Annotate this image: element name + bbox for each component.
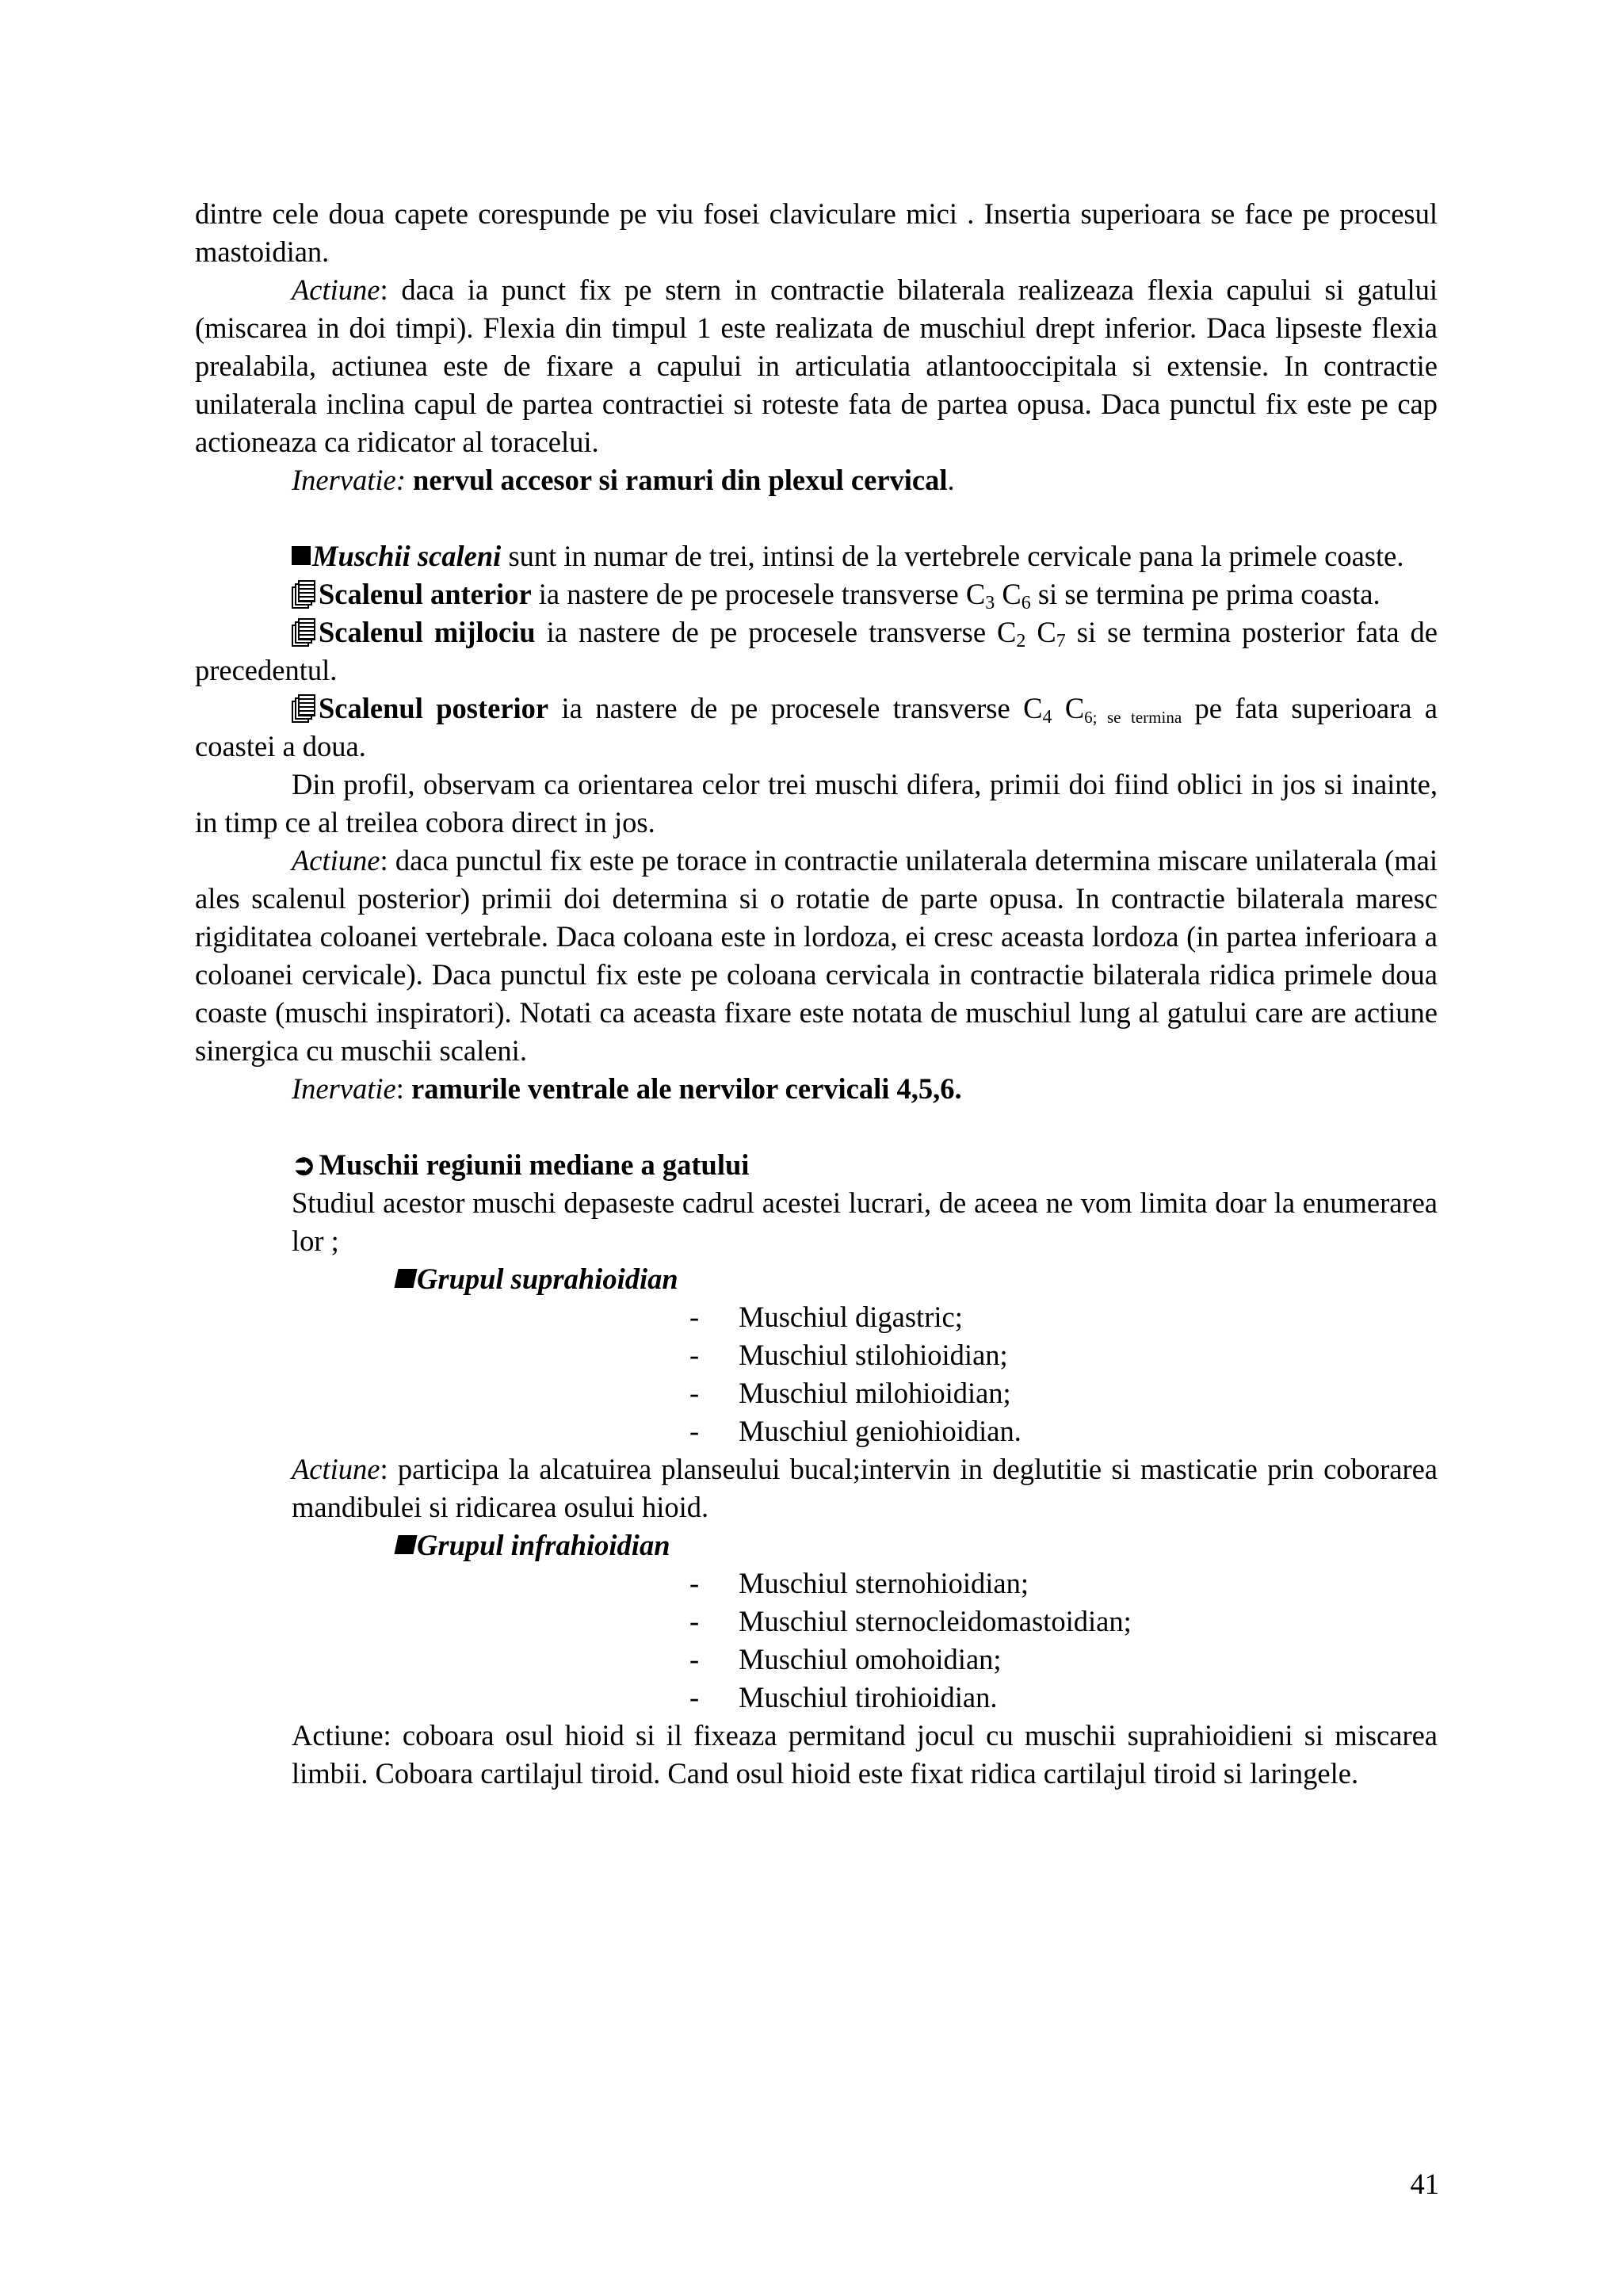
paragraph-insertion: dintre cele doua capete corespunde pe viu fosei claviculare mici . Insertia superioara se face pe procesul mastoidian. bbox=[195, 197, 1438, 268]
list-item bbox=[195, 1679, 1438, 1717]
list-suprahioidian bbox=[195, 1298, 1438, 1450]
section-heading-mediane bbox=[195, 1146, 1438, 1184]
actiune-text: : daca punctul fix este pe torace in contractie unilaterala determina miscare unilaterala (mai ales scalenul posterior) primii doi determina si o rotatie de parte opusa. In contractie bilaterala maresc rigiditatea coloanei vertebrale. Daca coloana este in lordoza, ei cresc aceasta lordoza (in partea inferioara a coloanei cervicale). Daca punctul fix este pe coloana cervicala in contractie bilaterala ridica primele doua coaste (muschi inspiratori). Notati ca aceasta fixare este notata de muschiul lung al gatului care are actiune sinergica cu muschii scaleni. bbox=[195, 844, 1438, 1067]
paragraph-actiune-scm bbox=[195, 271, 1438, 461]
paragraph-inervatie-scm bbox=[195, 461, 1438, 499]
actiune-text: : daca ia punct fix pe stern in contractie bilaterala realizeaza flexia capului si gatului (miscarea in doi timpi). Flexia din timpul 1 este realizata de muschiul drept inferior. Daca lipseste flexia prealabila, actiunea este de fixare a capului in articulatia atlantooccipitala si extensie. In contractie unilaterala inclina capul de partea contractiei si roteste fata de partea opusa. Daca punctul fix este pe cap actioneaza ca ridicator al toracelui. bbox=[195, 273, 1438, 458]
dash-bullet: - bbox=[689, 1681, 700, 1713]
scaleni-title: Muschii scaleni bbox=[312, 540, 502, 572]
posterior-text: ia nastere de pe procesele transverse C bbox=[548, 692, 1043, 724]
paragraph-scalenul-posterior bbox=[195, 690, 1438, 766]
paragraph-profil: Din profil, observam ca orientarea celor trei muschi difera, primii doi fiind oblici in jos si inainte, in timp ce al treilea cobora direct in jos. bbox=[195, 768, 1438, 839]
list-item bbox=[195, 1336, 1438, 1374]
arrow-bullet-icon: ➲ bbox=[292, 1148, 316, 1181]
page-body bbox=[195, 195, 1438, 1793]
inervatie-label: Inervatie bbox=[292, 1072, 396, 1105]
actiune-text: : participa la alcatuirea planseului bucal;intervin in deglutitie si masticatie prin coborarea mandibulei si ridicarea osului hioid. bbox=[292, 1453, 1438, 1523]
posterior-sub1: 4 bbox=[1042, 707, 1052, 728]
mijlociu-mid: C bbox=[1025, 616, 1056, 648]
spacer bbox=[195, 1108, 1438, 1146]
posterior-title: Scalenul posterior bbox=[319, 692, 549, 724]
paragraph-mediane-intro: Studiul acestor muschi depaseste cadrul acestei lucrari, de aceea ne vom limita doar la enumerarea lor ; bbox=[292, 1186, 1438, 1257]
posterior-mid: C bbox=[1052, 692, 1085, 724]
dash-bullet: - bbox=[689, 1567, 700, 1599]
dash-bullet: - bbox=[689, 1339, 700, 1371]
list-item-text: Muschiul stilohioidian; bbox=[739, 1339, 1008, 1371]
documents-stack-icon bbox=[292, 694, 315, 723]
inervatie-text: ramurile ventrale ale nervilor cervicali 4,5,6. bbox=[411, 1072, 962, 1105]
mijlociu-title: Scalenul mijlociu bbox=[319, 616, 536, 648]
inervatie-text: nervul accesor si ramuri din plexul cervical bbox=[413, 464, 948, 496]
page-number: 41 bbox=[1410, 2168, 1439, 2200]
paragraph-actiune-scaleni bbox=[195, 842, 1438, 1070]
posterior-end: pe fata superioara a coastei a doua. bbox=[195, 692, 1438, 762]
mijlociu-text: ia nastere de pe procesele transverse C bbox=[535, 616, 1017, 648]
list-item bbox=[195, 1374, 1438, 1412]
dash-bullet: - bbox=[689, 1377, 700, 1409]
list-item-text: Muschiul sternocleidomastoidian; bbox=[739, 1605, 1132, 1637]
documents-stack-icon bbox=[292, 618, 315, 647]
scaleni-text: sunt in numar de trei, intinsi de la vertebrele cervicale pana la primele coaste. bbox=[501, 540, 1404, 572]
mijlociu-sub1: 2 bbox=[1016, 631, 1026, 651]
anterior-title: Scalenul anterior bbox=[319, 578, 532, 610]
paragraph-scalenul-mijlociu bbox=[195, 613, 1438, 690]
paragraph-actiune-infrahioidian: Actiune: coboara osul hioid si il fixeaza permitand jocul cu muschii suprahioidieni si miscarea limbii. Coboara cartilajul tiroid. Cand osul hioid este fixat ridica cartilajul tiroid si laringele. bbox=[292, 1719, 1438, 1790]
black-square-bullet-icon bbox=[292, 546, 311, 565]
black-square-bullet-icon bbox=[394, 1269, 417, 1288]
list-item-text: Muschiul milohioidian; bbox=[739, 1377, 1011, 1409]
dash-bullet: - bbox=[689, 1643, 700, 1675]
actiune-label: Actiune bbox=[292, 844, 380, 877]
list-item-text: Muschiul geniohioidian. bbox=[739, 1415, 1022, 1447]
black-square-bullet-icon bbox=[394, 1535, 417, 1554]
list-item-text: Muschiul omohoidian; bbox=[739, 1643, 1002, 1675]
paragraph-inervatie-scaleni bbox=[195, 1070, 1438, 1108]
dash-bullet: - bbox=[689, 1415, 700, 1447]
paragraph-actiune-suprahioidian bbox=[195, 1450, 1438, 1526]
list-item-text: Muschiul tirohioidian. bbox=[739, 1681, 998, 1713]
list-item-text: Muschiul sternohioidian; bbox=[739, 1567, 1029, 1599]
dash-bullet: - bbox=[689, 1605, 700, 1637]
group-heading-infrahioidian bbox=[195, 1526, 1438, 1564]
inervatie-sep: : bbox=[395, 1072, 412, 1105]
anterior-end: si se termina pe prima coasta. bbox=[1030, 578, 1381, 610]
anterior-text: ia nastere de pe procesele transverse C bbox=[531, 578, 986, 610]
inervatie-end: . bbox=[947, 464, 955, 496]
actiune-label: Actiune bbox=[292, 273, 380, 306]
list-item bbox=[195, 1412, 1438, 1450]
inervatie-label: Inervatie: bbox=[292, 464, 406, 496]
list-item bbox=[195, 1564, 1438, 1603]
anterior-sub2: 6 bbox=[1021, 593, 1031, 613]
spacer bbox=[195, 499, 1438, 537]
list-item bbox=[195, 1603, 1438, 1641]
paragraph-scalenul-anterior bbox=[195, 575, 1438, 613]
mediane-title: Muschii regiunii mediane a gatului bbox=[319, 1148, 750, 1181]
list-item bbox=[195, 1641, 1438, 1679]
list-infrahioidian bbox=[195, 1564, 1438, 1717]
posterior-sub2: 6; se termina bbox=[1084, 708, 1182, 727]
mijlociu-sub2: 7 bbox=[1056, 631, 1066, 651]
infrahioidian-title: Grupul infrahioidian bbox=[417, 1529, 670, 1561]
actiune-label: Actiune bbox=[292, 1453, 380, 1485]
mijlociu-end: si se termina posterior fata de precedentul. bbox=[195, 616, 1438, 686]
list-item bbox=[195, 1298, 1438, 1336]
anterior-sub1: 3 bbox=[985, 593, 995, 613]
suprahioidian-title: Grupul suprahioidian bbox=[417, 1263, 678, 1295]
list-item-text: Muschiul digastric; bbox=[739, 1301, 963, 1333]
documents-stack-icon bbox=[292, 580, 315, 609]
paragraph-scaleni bbox=[195, 537, 1438, 575]
group-heading-suprahioidian bbox=[195, 1260, 1438, 1298]
dash-bullet: - bbox=[689, 1301, 700, 1333]
anterior-mid: C bbox=[995, 578, 1022, 610]
